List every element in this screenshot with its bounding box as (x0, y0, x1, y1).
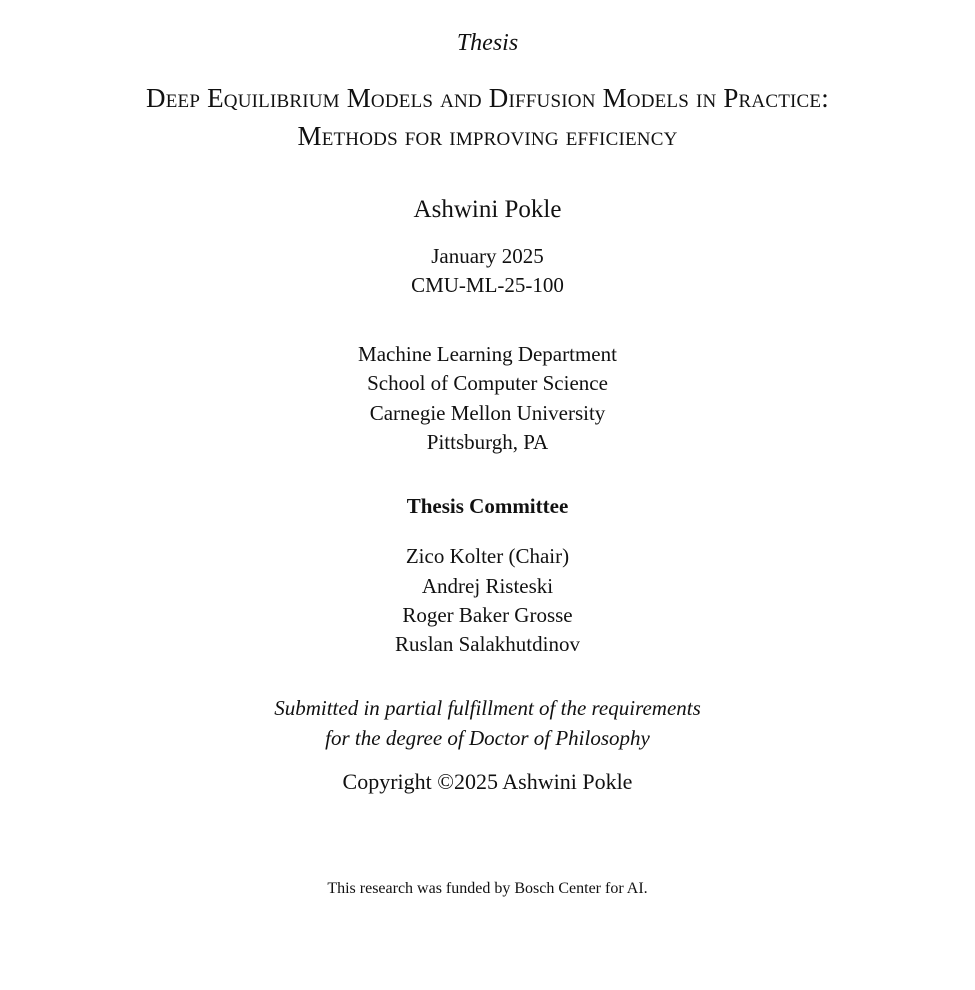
committee-member: Zico Kolter (Chair) (405, 544, 570, 568)
thesis-title-line-2: Methods for improving efficiency (297, 121, 678, 151)
submission-statement-line-1: Submitted in partial fulfillment of the requirements (274, 696, 701, 720)
author-name: Ashwini Pokle (413, 196, 562, 223)
submission-statement-line-2: for the degree of Doctor of Philosophy (325, 726, 650, 750)
affiliation-location: Pittsburgh, PA (426, 430, 549, 454)
affiliation-department: Machine Learning Department (358, 342, 617, 366)
copyright-notice: Copyright ©2025 Ashwini Pokle (342, 769, 633, 794)
committee-member: Roger Baker Grosse (402, 603, 573, 627)
report-number: CMU-ML-25-100 (411, 273, 564, 297)
publication-date: January 2025 (431, 244, 544, 268)
document-type-label: Thesis (456, 30, 519, 56)
thesis-title-line-1: Deep Equilibrium Models and Diffusion Models in Practice: (146, 83, 829, 113)
committee-member: Andrej Risteski (421, 574, 554, 598)
funding-acknowledgement: This research was funded by Bosch Center for AI. (327, 880, 648, 897)
affiliation-university: Carnegie Mellon University (369, 401, 606, 425)
committee-heading: Thesis Committee (406, 494, 569, 518)
affiliation-school: School of Computer Science (367, 371, 608, 395)
committee-member: Ruslan Salakhutdinov (395, 632, 580, 656)
